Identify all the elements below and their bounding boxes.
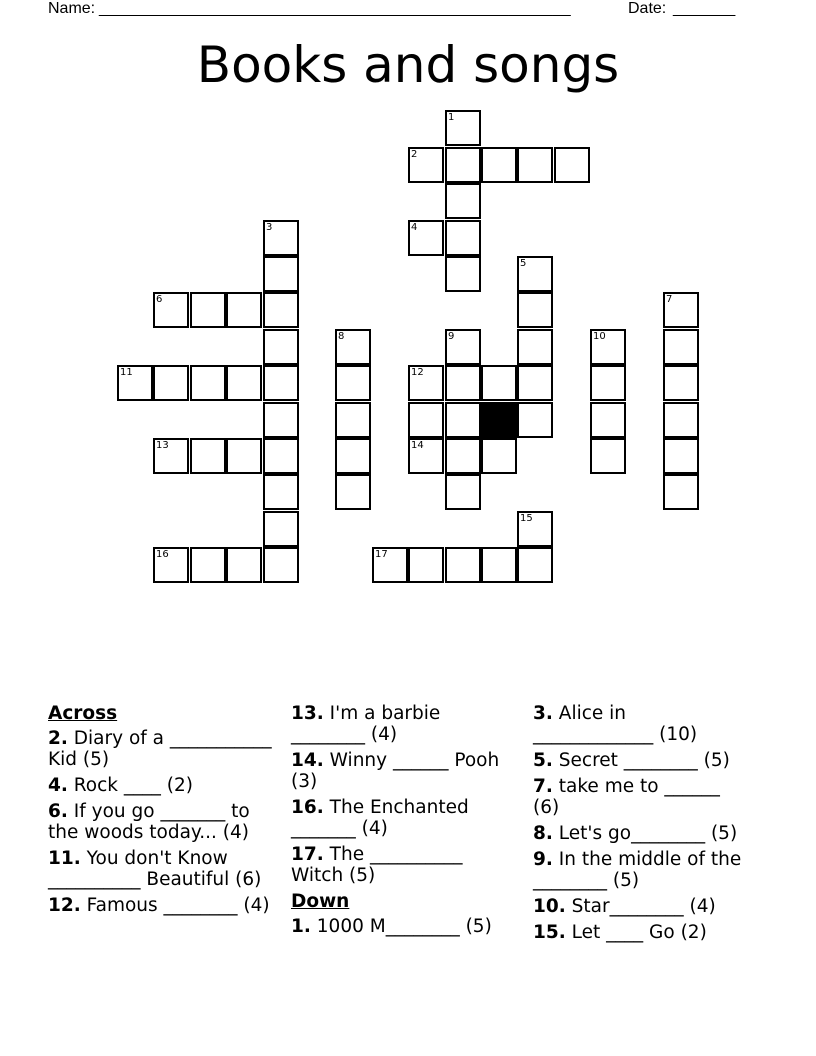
across-clue-list xyxy=(48,728,283,916)
crossword-cell[interactable] xyxy=(663,474,699,510)
clue-number: 14 xyxy=(411,440,424,451)
clue-item-text: take me to ______ (6) xyxy=(533,776,720,818)
clue-item xyxy=(48,801,283,843)
clue-item xyxy=(291,703,516,745)
clue-item xyxy=(291,916,516,937)
crossword-cell[interactable] xyxy=(517,147,553,183)
clue-item-text: Secret ________ (5) xyxy=(552,750,730,771)
clue-number: 3 xyxy=(266,222,273,233)
clue-item-text: In the middle of the ________ (5) xyxy=(533,849,742,891)
crossword-cell[interactable] xyxy=(263,438,299,474)
crossword-cell[interactable] xyxy=(408,547,444,583)
clue-item-text: You don't Know __________ Beautiful (6) xyxy=(48,848,262,890)
crossword-cell[interactable] xyxy=(190,365,226,401)
clue-item xyxy=(533,849,748,891)
clue-item-text: Let ____ Go (2) xyxy=(565,922,707,943)
crossword-cell[interactable] xyxy=(190,547,226,583)
clue-number: 6 xyxy=(156,294,163,305)
clue-item-number: 12. xyxy=(48,895,81,916)
clues-column-3 xyxy=(533,703,748,948)
page-title: Books and songs xyxy=(196,36,620,94)
clue-item-number: 6. xyxy=(48,801,68,822)
clue-item-text: 1000 M________ (5) xyxy=(310,916,492,937)
clue-item xyxy=(533,823,748,844)
crossword-cell[interactable] xyxy=(263,547,299,583)
crossword-cell[interactable] xyxy=(226,438,262,474)
crossword-cell[interactable] xyxy=(190,292,226,328)
clue-item-text: Winny ______ Pooh (3) xyxy=(291,750,500,792)
clue-item-text: Rock ____ (2) xyxy=(67,775,193,796)
clue-number: 8 xyxy=(338,331,345,342)
clue-number: 4 xyxy=(411,222,418,233)
clue-item-number: 8. xyxy=(533,823,553,844)
crossword-cell[interactable] xyxy=(517,547,553,583)
clue-number: 1 xyxy=(448,112,455,123)
crossword-cell[interactable] xyxy=(335,365,371,401)
clue-item-number: 5. xyxy=(533,750,553,771)
date-label: Date: xyxy=(628,0,667,17)
clue-item-text: Famous ________ (4) xyxy=(80,895,270,916)
clue-item-number: 14. xyxy=(291,750,324,771)
clue-number: 12 xyxy=(411,367,424,378)
crossword-cell[interactable] xyxy=(335,474,371,510)
crossword-cell[interactable] xyxy=(481,547,517,583)
clue-item xyxy=(48,848,283,890)
clue-item-number: 17. xyxy=(291,844,324,865)
clue-item xyxy=(533,922,748,943)
clue-number: 13 xyxy=(156,440,169,451)
crossword-cell[interactable] xyxy=(263,329,299,365)
crossword-cell[interactable] xyxy=(445,183,481,219)
crossword-cell[interactable] xyxy=(263,474,299,510)
clue-number: 7 xyxy=(666,294,673,305)
down-clue-list-continued xyxy=(533,703,748,943)
across-clue-list-continued xyxy=(291,703,516,886)
crossword-cell[interactable] xyxy=(153,365,189,401)
crossword-cell[interactable] xyxy=(590,438,626,474)
clue-item xyxy=(48,775,283,796)
clue-item-text: The __________ Witch (5) xyxy=(291,844,463,886)
name-field[interactable]: _____________________________________________________ xyxy=(99,0,571,17)
crossword-cell[interactable] xyxy=(408,402,444,438)
crossword-cell[interactable] xyxy=(445,438,481,474)
crossword-cell[interactable] xyxy=(517,402,553,438)
clue-number: 16 xyxy=(156,549,169,560)
crossword-cell[interactable] xyxy=(226,292,262,328)
clues-column-1 xyxy=(48,703,283,921)
crossword-cell[interactable] xyxy=(445,474,481,510)
crossword-cell[interactable] xyxy=(481,365,517,401)
clue-item-number: 10. xyxy=(533,896,566,917)
crossword-cell[interactable] xyxy=(517,292,553,328)
clue-number: 2 xyxy=(411,149,418,160)
clue-item-text: Alice in _____________ (10) xyxy=(533,703,698,745)
clue-item xyxy=(533,896,748,917)
clue-number: 10 xyxy=(593,331,606,342)
crossword-cell[interactable] xyxy=(445,547,481,583)
clue-item xyxy=(48,728,283,770)
clue-item xyxy=(533,776,748,818)
clue-item xyxy=(291,750,516,792)
crossword-cell[interactable] xyxy=(663,365,699,401)
crossword-block xyxy=(481,402,517,438)
clue-item xyxy=(291,797,516,839)
crossword-cell[interactable] xyxy=(263,365,299,401)
clue-item-number: 13. xyxy=(291,703,324,724)
down-clue-list xyxy=(291,916,516,937)
crossword-cell[interactable] xyxy=(226,547,262,583)
clue-item-text: Star________ (4) xyxy=(565,896,716,917)
name-label: Name: xyxy=(48,0,96,17)
crossword-cell[interactable] xyxy=(263,256,299,292)
crossword-cell[interactable] xyxy=(335,402,371,438)
clue-item-text: If you go _______ to the woods today... (4) xyxy=(48,801,250,843)
crossword-cell[interactable] xyxy=(445,256,481,292)
crossword-cell[interactable] xyxy=(590,402,626,438)
clue-number: 5 xyxy=(520,258,527,269)
crossword-cell[interactable] xyxy=(590,365,626,401)
crossword-cell[interactable] xyxy=(263,402,299,438)
crossword-cell[interactable] xyxy=(190,438,226,474)
crossword-cell[interactable] xyxy=(445,147,481,183)
crossword-cell[interactable] xyxy=(554,147,590,183)
down-heading: Down xyxy=(291,891,350,912)
clue-number: 9 xyxy=(448,331,455,342)
clues-column-2 xyxy=(291,703,516,942)
crossword-cell[interactable] xyxy=(517,329,553,365)
crossword-cell[interactable] xyxy=(263,511,299,547)
crossword-cell[interactable] xyxy=(517,365,553,401)
crossword-cell[interactable] xyxy=(445,220,481,256)
clue-number: 11 xyxy=(120,367,133,378)
across-heading: Across xyxy=(48,703,118,724)
crossword-cell[interactable] xyxy=(663,329,699,365)
clue-item-number: 9. xyxy=(533,849,553,870)
crossword-cell[interactable] xyxy=(481,438,517,474)
clue-number: 17 xyxy=(375,549,388,560)
clue-item-number: 15. xyxy=(533,922,566,943)
clue-item-text: The Enchanted _______ (4) xyxy=(291,797,469,839)
clue-item-number: 11. xyxy=(48,848,81,869)
clue-item-number: 7. xyxy=(533,776,553,797)
crossword-cell[interactable] xyxy=(263,292,299,328)
crossword-cell[interactable] xyxy=(481,147,517,183)
crossword-cell[interactable] xyxy=(335,438,371,474)
clue-item xyxy=(291,844,516,886)
clue-item-text: Let's go________ (5) xyxy=(552,823,738,844)
clue-item-text: Diary of a ___________ Kid (5) xyxy=(48,728,272,770)
date-field[interactable]: _______ xyxy=(673,0,736,17)
clue-item-number: 4. xyxy=(48,775,68,796)
crossword-cell[interactable] xyxy=(663,438,699,474)
crossword-cell[interactable] xyxy=(663,402,699,438)
crossword-cell[interactable] xyxy=(445,402,481,438)
clue-item-number: 2. xyxy=(48,728,68,749)
clue-number: 15 xyxy=(520,513,533,524)
clue-item-number: 3. xyxy=(533,703,553,724)
clue-item xyxy=(48,895,283,916)
clue-item-text: I'm a barbie ________ (4) xyxy=(291,703,441,745)
clue-item-number: 1. xyxy=(291,916,311,937)
clue-item xyxy=(533,703,748,745)
clue-item xyxy=(533,750,748,771)
crossword-cell[interactable] xyxy=(445,365,481,401)
crossword-cell[interactable] xyxy=(226,365,262,401)
clue-item-number: 16. xyxy=(291,797,324,818)
